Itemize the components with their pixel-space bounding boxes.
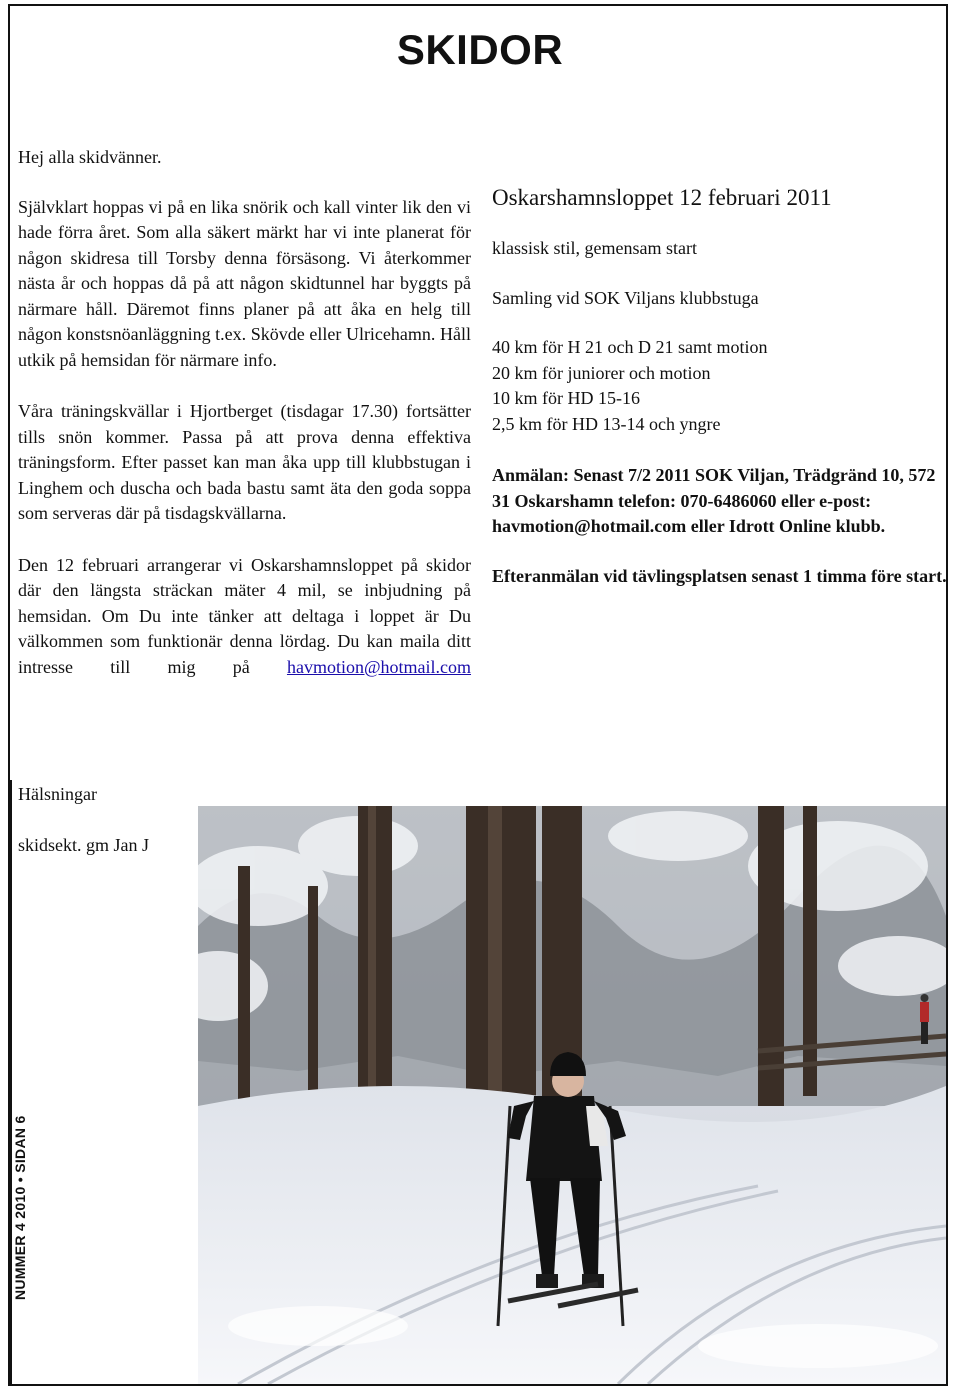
distance-item: 10 km för HD 15-16 <box>492 388 640 408</box>
gathering-info: Samling vid SOK Viljans klubbstuga <box>492 287 759 308</box>
race-paragraph-text: Den 12 februari arrangerar vi Oskarshamnsloppet på skidor där den längsta sträckan mäter 4 mil, se inbjudning på hemsidan. Om Du inte tänker att deltaga i loppet är Du välkommen som funktionär denna lördag. Du kan maila ditt intresse till mig på <box>18 554 471 677</box>
distance-item: 20 km för juniorer och motion <box>492 362 711 383</box>
greeting: Hej alla skidvänner. <box>18 147 162 167</box>
page-label: SIDAN 6 <box>12 1115 28 1173</box>
race-style: klassisk stil, gemensam start <box>492 238 697 258</box>
registration-info: Anmälan: Senast 7/2 2011 SOK Viljan, Trädgränd 10, 572 31 Oskarshamn telefon: 070-6486060 eller e-post: havmotion@hotmail.com eller Idrott Online klubb. <box>492 465 936 536</box>
signature: skidsekt. gm Jan J <box>18 835 150 855</box>
late-registration-info: Efteranmälan vid tävlingsplatsen senast 1 timma före start. <box>492 565 947 586</box>
training-paragraph: Våra träningskvällar i Hjortberget (tisdagar 17.30) fortsätter tills snön kommer. Passa på att prova denna effektiva träningsform. Efter passet kan man åka upp till klubbstugan i Linghem och duscha och bada bastu samt äta den goda soppa som serveras där på tisdagskvällarna. <box>18 401 471 523</box>
email-link[interactable]: havmotion@hotmail.com <box>286 656 472 677</box>
issue-label: NUMMER 4 2010 <box>12 1186 28 1300</box>
race-paragraph <box>18 553 471 681</box>
distance-list <box>492 335 947 437</box>
intro-paragraph: Självklart hoppas vi på en lika snörik och kall vinter lik den vi hade förra året. Som alla säkert märkt har vi inte planerat för någon skidresa till Torsby denna försäsong. Vi återkommer nästa år och hoppas då på att någon skidtunnel har byggts på närmare håll. Däremot finns planer på att åka en helg till någon konstsnöanläggning t.ex. Skövde eller Ulricehamn. Håll utkik på hemsidan för närmare info. <box>18 196 471 370</box>
right-column <box>492 184 947 613</box>
left-column <box>18 145 471 706</box>
distance-item: 2,5 km för HD 13-14 och yngre <box>492 413 721 434</box>
distance-item: 40 km för H 21 och D 21 samt motion <box>492 337 768 357</box>
page-title: SKIDOR <box>396 26 564 73</box>
race-title: Oskarshamnsloppet 12 februari 2011 <box>492 185 832 210</box>
page-footer-vertical <box>12 1115 28 1300</box>
skier-photo <box>198 806 946 1384</box>
skier-photo-illustration <box>198 806 946 1384</box>
closing: Hälsningar <box>18 784 97 804</box>
bullet-separator: • <box>12 1176 28 1183</box>
